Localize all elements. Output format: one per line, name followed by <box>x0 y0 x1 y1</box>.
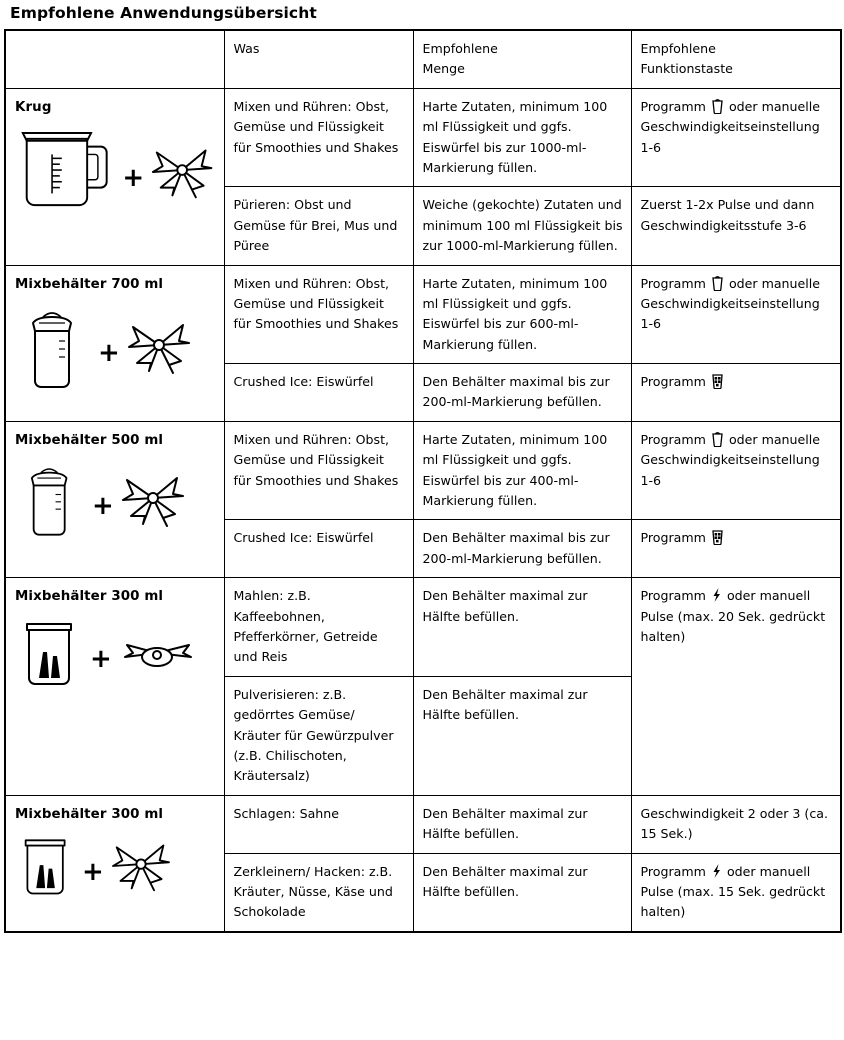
funktion-text-post: oder manuell Pulse (max. 15 Sek. gedrückt halten) <box>640 863 826 920</box>
header-cell-device <box>5 30 224 88</box>
header-menge-line2: Menge <box>422 61 465 77</box>
funktionstaste-cell <box>631 421 841 520</box>
crushed-ice-icon <box>711 372 724 389</box>
funktion-text-pre: Programm <box>640 588 706 604</box>
header-funktion-line2: Funktionstaste <box>640 61 733 77</box>
blade-cross-icon <box>109 838 173 894</box>
funktionstaste-cell: Zuerst 1-2x Pulse und dann Geschwindigkeitsstufe 3-6 <box>631 187 841 265</box>
crushed-ice-icon <box>711 528 724 545</box>
cup-icon <box>15 831 77 901</box>
jug-icon <box>15 124 117 219</box>
plus-sign: + <box>98 338 120 369</box>
was-cell: Mixen und Rühren: Obst, Gemüse und Flüssigkeit für Smoothies und Shakes <box>224 421 413 520</box>
page-title: Empfohlene Anwendungsübersicht <box>10 4 317 22</box>
menge-cell: Den Behälter maximal zur Hälfte befüllen. <box>413 795 631 853</box>
was-cell: Crushed Ice: Eiswürfel <box>224 520 413 578</box>
device-illustration <box>15 614 216 692</box>
funktionstaste-cell <box>631 265 841 364</box>
was-cell: Mahlen: z.B. Kaffeebohnen, Pfefferkörner, Getreide und Reis <box>224 578 413 677</box>
menge-cell: Harte Zutaten, minimum 100 ml Flüssigkeit und ggfs. Eiswürfel bis zur 1000-ml-Markierung füllen. <box>413 88 631 187</box>
header-menge-line1: Empfohlene <box>422 41 498 56</box>
device-cell-500 <box>5 421 224 577</box>
grinder-blade-icon <box>117 631 197 675</box>
bottle-icon <box>15 458 87 542</box>
device-cell-700 <box>5 265 224 421</box>
smoothie-cup-icon <box>711 430 724 447</box>
was-cell: Zerkleinern/ Hacken: z.B. Kräuter, Nüsse, Käse und Schokolade <box>224 853 413 932</box>
header-cell-funktionstaste <box>631 30 841 88</box>
funktionstaste-cell <box>631 578 841 796</box>
device-name: Mixbehälter 300 ml <box>15 589 164 605</box>
table-header-row <box>5 30 841 88</box>
table-row <box>5 265 841 364</box>
funktionstaste-cell <box>631 853 841 932</box>
table-header <box>5 30 841 88</box>
header-cell-menge <box>413 30 631 88</box>
menge-cell: Den Behälter maximal zur Hälfte befüllen. <box>413 853 631 932</box>
device-cell-300-blade <box>5 795 224 931</box>
table-row <box>5 421 841 520</box>
application-overview-table <box>4 29 842 933</box>
plus-sign: + <box>82 857 104 888</box>
was-cell: Schlagen: Sahne <box>224 795 413 853</box>
was-cell: Mixen und Rühren: Obst, Gemüse und Flüssigkeit für Smoothies und Shakes <box>224 265 413 364</box>
device-name: Mixbehälter 300 ml <box>15 806 164 822</box>
was-cell: Crushed Ice: Eiswürfel <box>224 364 413 422</box>
was-cell: Mixen und Rühren: Obst, Gemüse und Flüssigkeit für Smoothies und Shakes <box>224 88 413 187</box>
funktionstaste-cell <box>631 88 841 187</box>
funktion-text-pre: Programm <box>640 530 706 546</box>
funktion-text-pre: Programm <box>640 374 706 390</box>
pulse-icon <box>711 587 722 603</box>
pulse-icon <box>711 863 722 879</box>
blade-cross-icon <box>119 470 187 530</box>
device-name: Mixbehälter 500 ml <box>15 432 164 448</box>
funktion-text-pre: Programm <box>640 863 706 879</box>
cup-icon <box>15 614 85 692</box>
menge-cell: Den Behälter maximal zur Hälfte befüllen. <box>413 578 631 677</box>
funktion-text-post: oder manuelle Geschwindigkeitseinstellung 1-6 <box>640 431 821 488</box>
menge-cell: Den Behälter maximal zur Hälfte befüllen. <box>413 676 631 795</box>
header-funktion-line1: Empfohlene <box>640 41 716 56</box>
menge-cell: Weiche (gekochte) Zutaten und minimum 100 ml Flüssigkeit bis zur 1000-ml-Markierung füllen. <box>413 187 631 265</box>
device-name: Krug <box>15 99 52 115</box>
device-illustration <box>15 124 216 219</box>
device-illustration <box>15 831 216 901</box>
funktion-text-pre: Programm <box>640 431 706 447</box>
bottle-icon <box>15 301 93 393</box>
blade-cross-icon <box>125 317 193 377</box>
smoothie-cup-icon <box>711 274 724 291</box>
plus-sign: + <box>90 643 112 674</box>
header-cell-was: Was <box>224 30 413 88</box>
was-cell: Pulverisieren: z.B. gedörrtes Gemüse/ Kräuter für Gewürzpulver (z.B. Chilischoten, Kräutersalz) <box>224 676 413 795</box>
plus-sign: + <box>122 162 145 193</box>
device-illustration <box>15 301 216 393</box>
menge-cell: Harte Zutaten, minimum 100 ml Flüssigkeit und ggfs. Eiswürfel bis zur 400-ml-Markierung füllen. <box>413 421 631 520</box>
funktion-text-post: oder manuelle Geschwindigkeitseinstellung 1-6 <box>640 275 821 332</box>
table-row <box>5 88 841 187</box>
menge-cell: Den Behälter maximal bis zur 200-ml-Markierung befüllen. <box>413 364 631 422</box>
menge-cell: Harte Zutaten, minimum 100 ml Flüssigkeit und ggfs. Eiswürfel bis zur 600-ml-Markierung füllen. <box>413 265 631 364</box>
smoothie-cup-icon <box>711 97 724 114</box>
table-body <box>5 88 841 931</box>
funktionstaste-cell: Geschwindigkeit 2 oder 3 (ca. 15 Sek.) <box>631 795 841 853</box>
plus-sign: + <box>92 490 114 521</box>
funktion-text-post: oder manuelle Geschwindigkeitseinstellung 1-6 <box>640 98 821 155</box>
table-row <box>5 795 841 853</box>
device-name: Mixbehälter 700 ml <box>15 276 164 292</box>
funktionstaste-cell <box>631 520 841 578</box>
device-cell-krug <box>5 88 224 265</box>
funktionstaste-cell <box>631 364 841 422</box>
funktion-text-pre: Programm <box>640 98 706 114</box>
table-row <box>5 578 841 677</box>
device-illustration <box>15 458 216 542</box>
device-cell-300-grinder <box>5 578 224 796</box>
blade-cross-icon <box>149 142 215 202</box>
funktion-text-post: oder manuell Pulse (max. 20 Sek. gedrückt halten) <box>640 588 826 644</box>
was-cell: Pürieren: Obst und Gemüse für Brei, Mus und Püree <box>224 187 413 265</box>
funktion-text-pre: Programm <box>640 275 706 291</box>
menge-cell: Den Behälter maximal bis zur 200-ml-Markierung befüllen. <box>413 520 631 578</box>
